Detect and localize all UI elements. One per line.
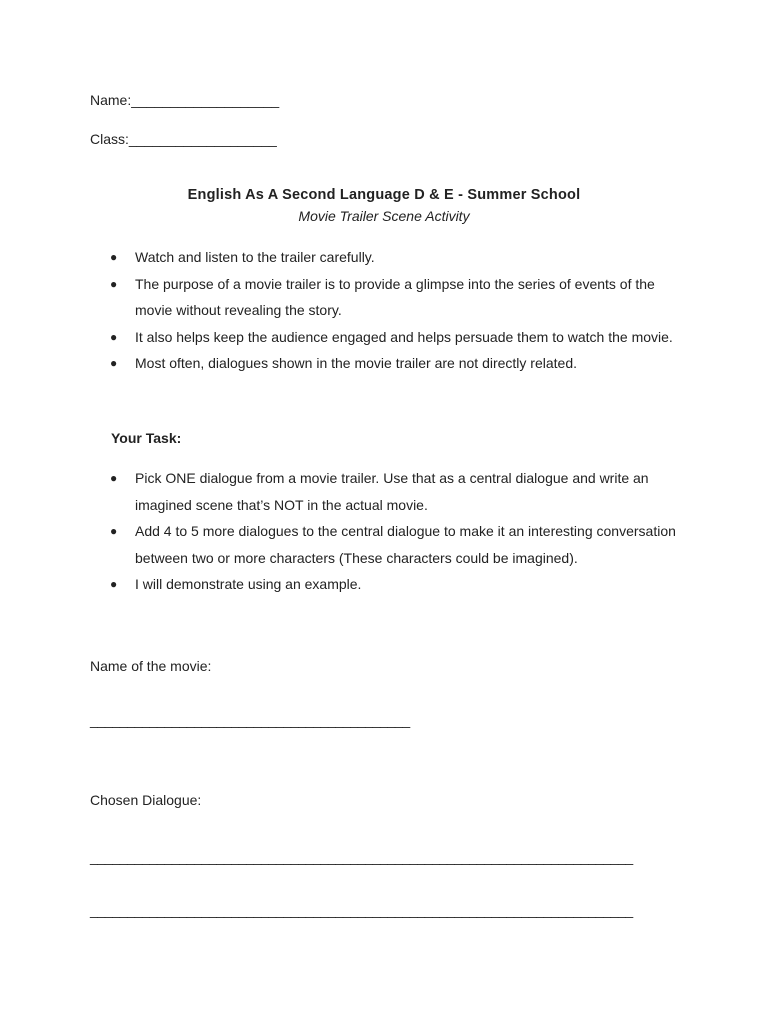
document-title: English As A Second Language D & E - Summer School [187,187,581,203]
movie-name-blank[interactable]: ___________________________________________ [90,712,410,728]
list-item-text: It also helps keep the audience engaged and helps persuade them to watch the movie. [135,328,673,345]
class-field[interactable]: Class:___________________ [90,131,277,147]
list-item [110,324,680,351]
list-item-text: Add 4 to 5 more dialogues to the central dialogue to make it an interesting conversation between two or more characters (These characters could be imagined). [135,523,676,566]
list-item [110,244,680,271]
name-field[interactable]: Name:___________________ [90,92,280,108]
list-item [110,465,680,518]
chosen-dialogue-blank-2[interactable]: _________________________________________________________________________ [90,902,633,918]
bullet-icon: ● [110,276,118,291]
list-item-text: I will demonstrate using an example. [135,576,362,592]
task-bullet-list [110,465,680,598]
bullet-icon: ● [110,250,118,264]
intro-bullet-list [110,244,680,377]
list-item [110,350,680,377]
list-item-text: The purpose of a movie trailer is to provide a glimpse into the series of events of the movie without revealing the story. [135,275,655,318]
list-item [110,518,680,571]
list-item [110,271,680,324]
chosen-dialogue-blank-1[interactable]: _________________________________________________________________________ [90,849,633,865]
bullet-icon: ● [110,471,118,485]
list-item-text: Most often, dialogues shown in the movie trailer are not directly related. [135,355,578,371]
task-heading: Your Task: [111,430,182,446]
list-item [110,571,680,598]
list-item-text: Pick ONE dialogue from a movie trailer. Use that as a central dialogue and write an imagined scene that’s NOT in the actual movie. [135,470,649,513]
chosen-dialogue-label: Chosen Dialogue: [90,792,202,808]
bullet-icon: ● [110,524,118,538]
bullet-icon: ● [110,329,118,344]
list-item-text: Watch and listen to the trailer carefully. [135,249,375,265]
movie-name-label: Name of the movie: [90,658,212,674]
bullet-icon: ● [110,356,118,370]
document-subtitle: Movie Trailer Scene Activity [298,208,470,224]
bullet-icon: ● [110,577,118,591]
